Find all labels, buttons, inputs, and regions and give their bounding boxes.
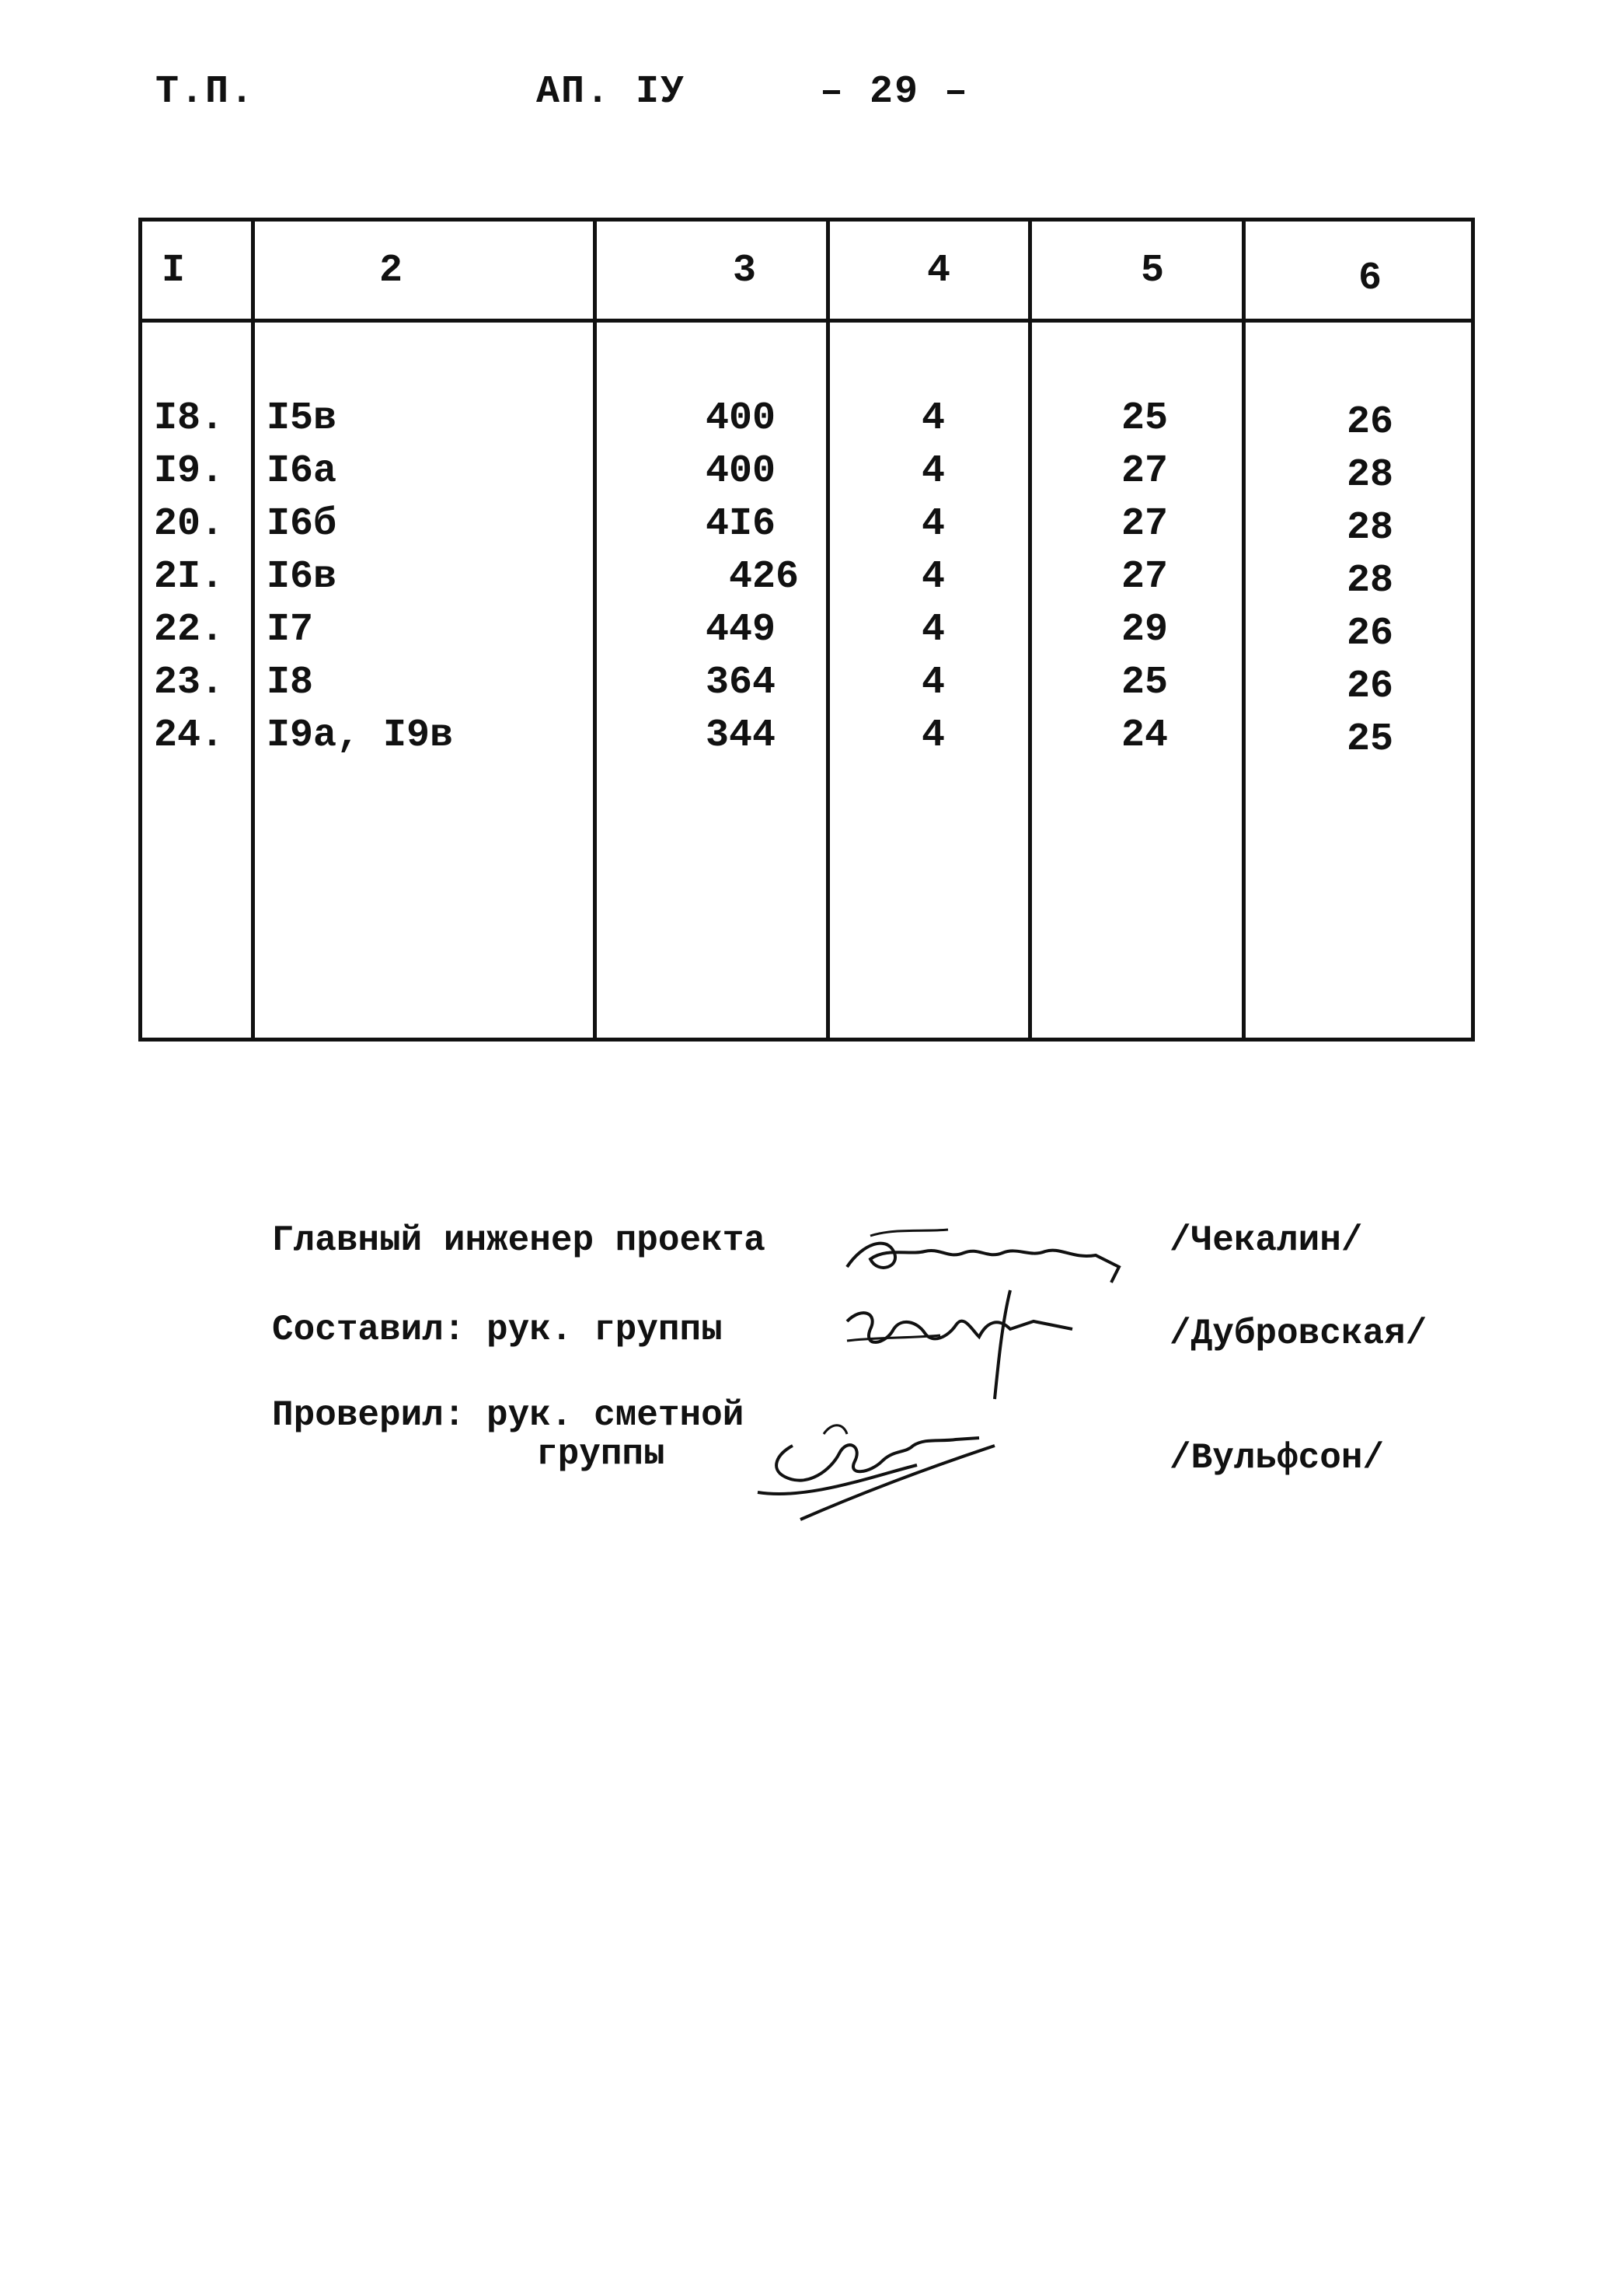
row-col4: 4 (922, 555, 946, 599)
row-col4: 4 (922, 661, 946, 705)
row-number: 24. (154, 714, 225, 758)
row-col3: 4I6 (705, 502, 776, 546)
row-name: I6в (267, 555, 337, 599)
row-name: I7 (267, 608, 314, 652)
row-col4: 4 (922, 502, 946, 546)
column-header: 3 (733, 249, 757, 293)
table-header-divider (138, 319, 1475, 323)
row-col4: 4 (922, 396, 946, 441)
row-col6: 25 (1347, 717, 1394, 762)
checked-by-name: /Вульфсон/ (1170, 1438, 1385, 1478)
checked-by-label-cont: группы (536, 1434, 665, 1474)
row-number: 20. (154, 502, 225, 546)
table-border-left (138, 218, 142, 1042)
header-middle: АП. IУ (536, 70, 686, 114)
row-col6: 28 (1347, 506, 1394, 550)
row-number: I9. (154, 449, 225, 494)
row-col5: 27 (1121, 449, 1169, 494)
row-number: 23. (154, 661, 225, 705)
page-number: – 29 – (820, 70, 970, 114)
row-col3: 364 (705, 661, 776, 705)
row-col6: 28 (1347, 453, 1394, 497)
compiled-by-label: Составил: рук. группы (272, 1310, 723, 1350)
chief-engineer-name: /Чекалин/ (1170, 1220, 1363, 1261)
table-border-top (138, 218, 1475, 222)
signature-vulfson (746, 1391, 1002, 1531)
column-divider (826, 218, 830, 1042)
row-col4: 4 (922, 714, 946, 758)
row-col6: 26 (1347, 665, 1394, 709)
row-number: 2I. (154, 555, 225, 599)
row-name: I8 (267, 661, 314, 705)
checked-by-label: Проверил: рук. сметной (272, 1395, 744, 1436)
data-table (138, 218, 1475, 1042)
column-header: 2 (379, 249, 403, 293)
table-border-bottom (138, 1038, 1475, 1042)
row-col6: 26 (1347, 400, 1394, 445)
row-col3: 400 (705, 396, 776, 441)
column-divider (1242, 218, 1246, 1042)
column-divider (251, 218, 255, 1042)
row-number: 22. (154, 608, 225, 652)
row-col3: 400 (705, 449, 776, 494)
row-col5: 27 (1121, 502, 1169, 546)
row-col5: 25 (1121, 661, 1169, 705)
column-divider (1028, 218, 1032, 1042)
row-col3: 426 (728, 555, 799, 599)
row-col3: 449 (705, 608, 776, 652)
row-col5: 25 (1121, 396, 1169, 441)
compiled-by-name: /Дубровская/ (1170, 1314, 1427, 1354)
column-header: 6 (1358, 256, 1382, 301)
row-name: I9а, I9в (267, 714, 454, 758)
column-header: I (162, 249, 186, 293)
chief-engineer-label: Главный инженер проекта (272, 1220, 765, 1261)
row-col4: 4 (922, 608, 946, 652)
row-name: I6б (267, 502, 337, 546)
row-col6: 28 (1347, 559, 1394, 603)
row-col6: 26 (1347, 612, 1394, 656)
row-name: I6а (267, 449, 337, 494)
header-left: Т.П. (155, 70, 256, 114)
row-col5: 29 (1121, 608, 1169, 652)
column-header: 5 (1141, 249, 1165, 293)
row-col3: 344 (705, 714, 776, 758)
column-divider (593, 218, 597, 1042)
row-name: I5в (267, 396, 337, 441)
row-col5: 27 (1121, 555, 1169, 599)
column-header: 4 (927, 249, 951, 293)
row-number: I8. (154, 396, 225, 441)
row-col4: 4 (922, 449, 946, 494)
signature-dubrovskaya (831, 1275, 1096, 1407)
table-border-right (1471, 218, 1475, 1042)
row-col5: 24 (1121, 714, 1169, 758)
